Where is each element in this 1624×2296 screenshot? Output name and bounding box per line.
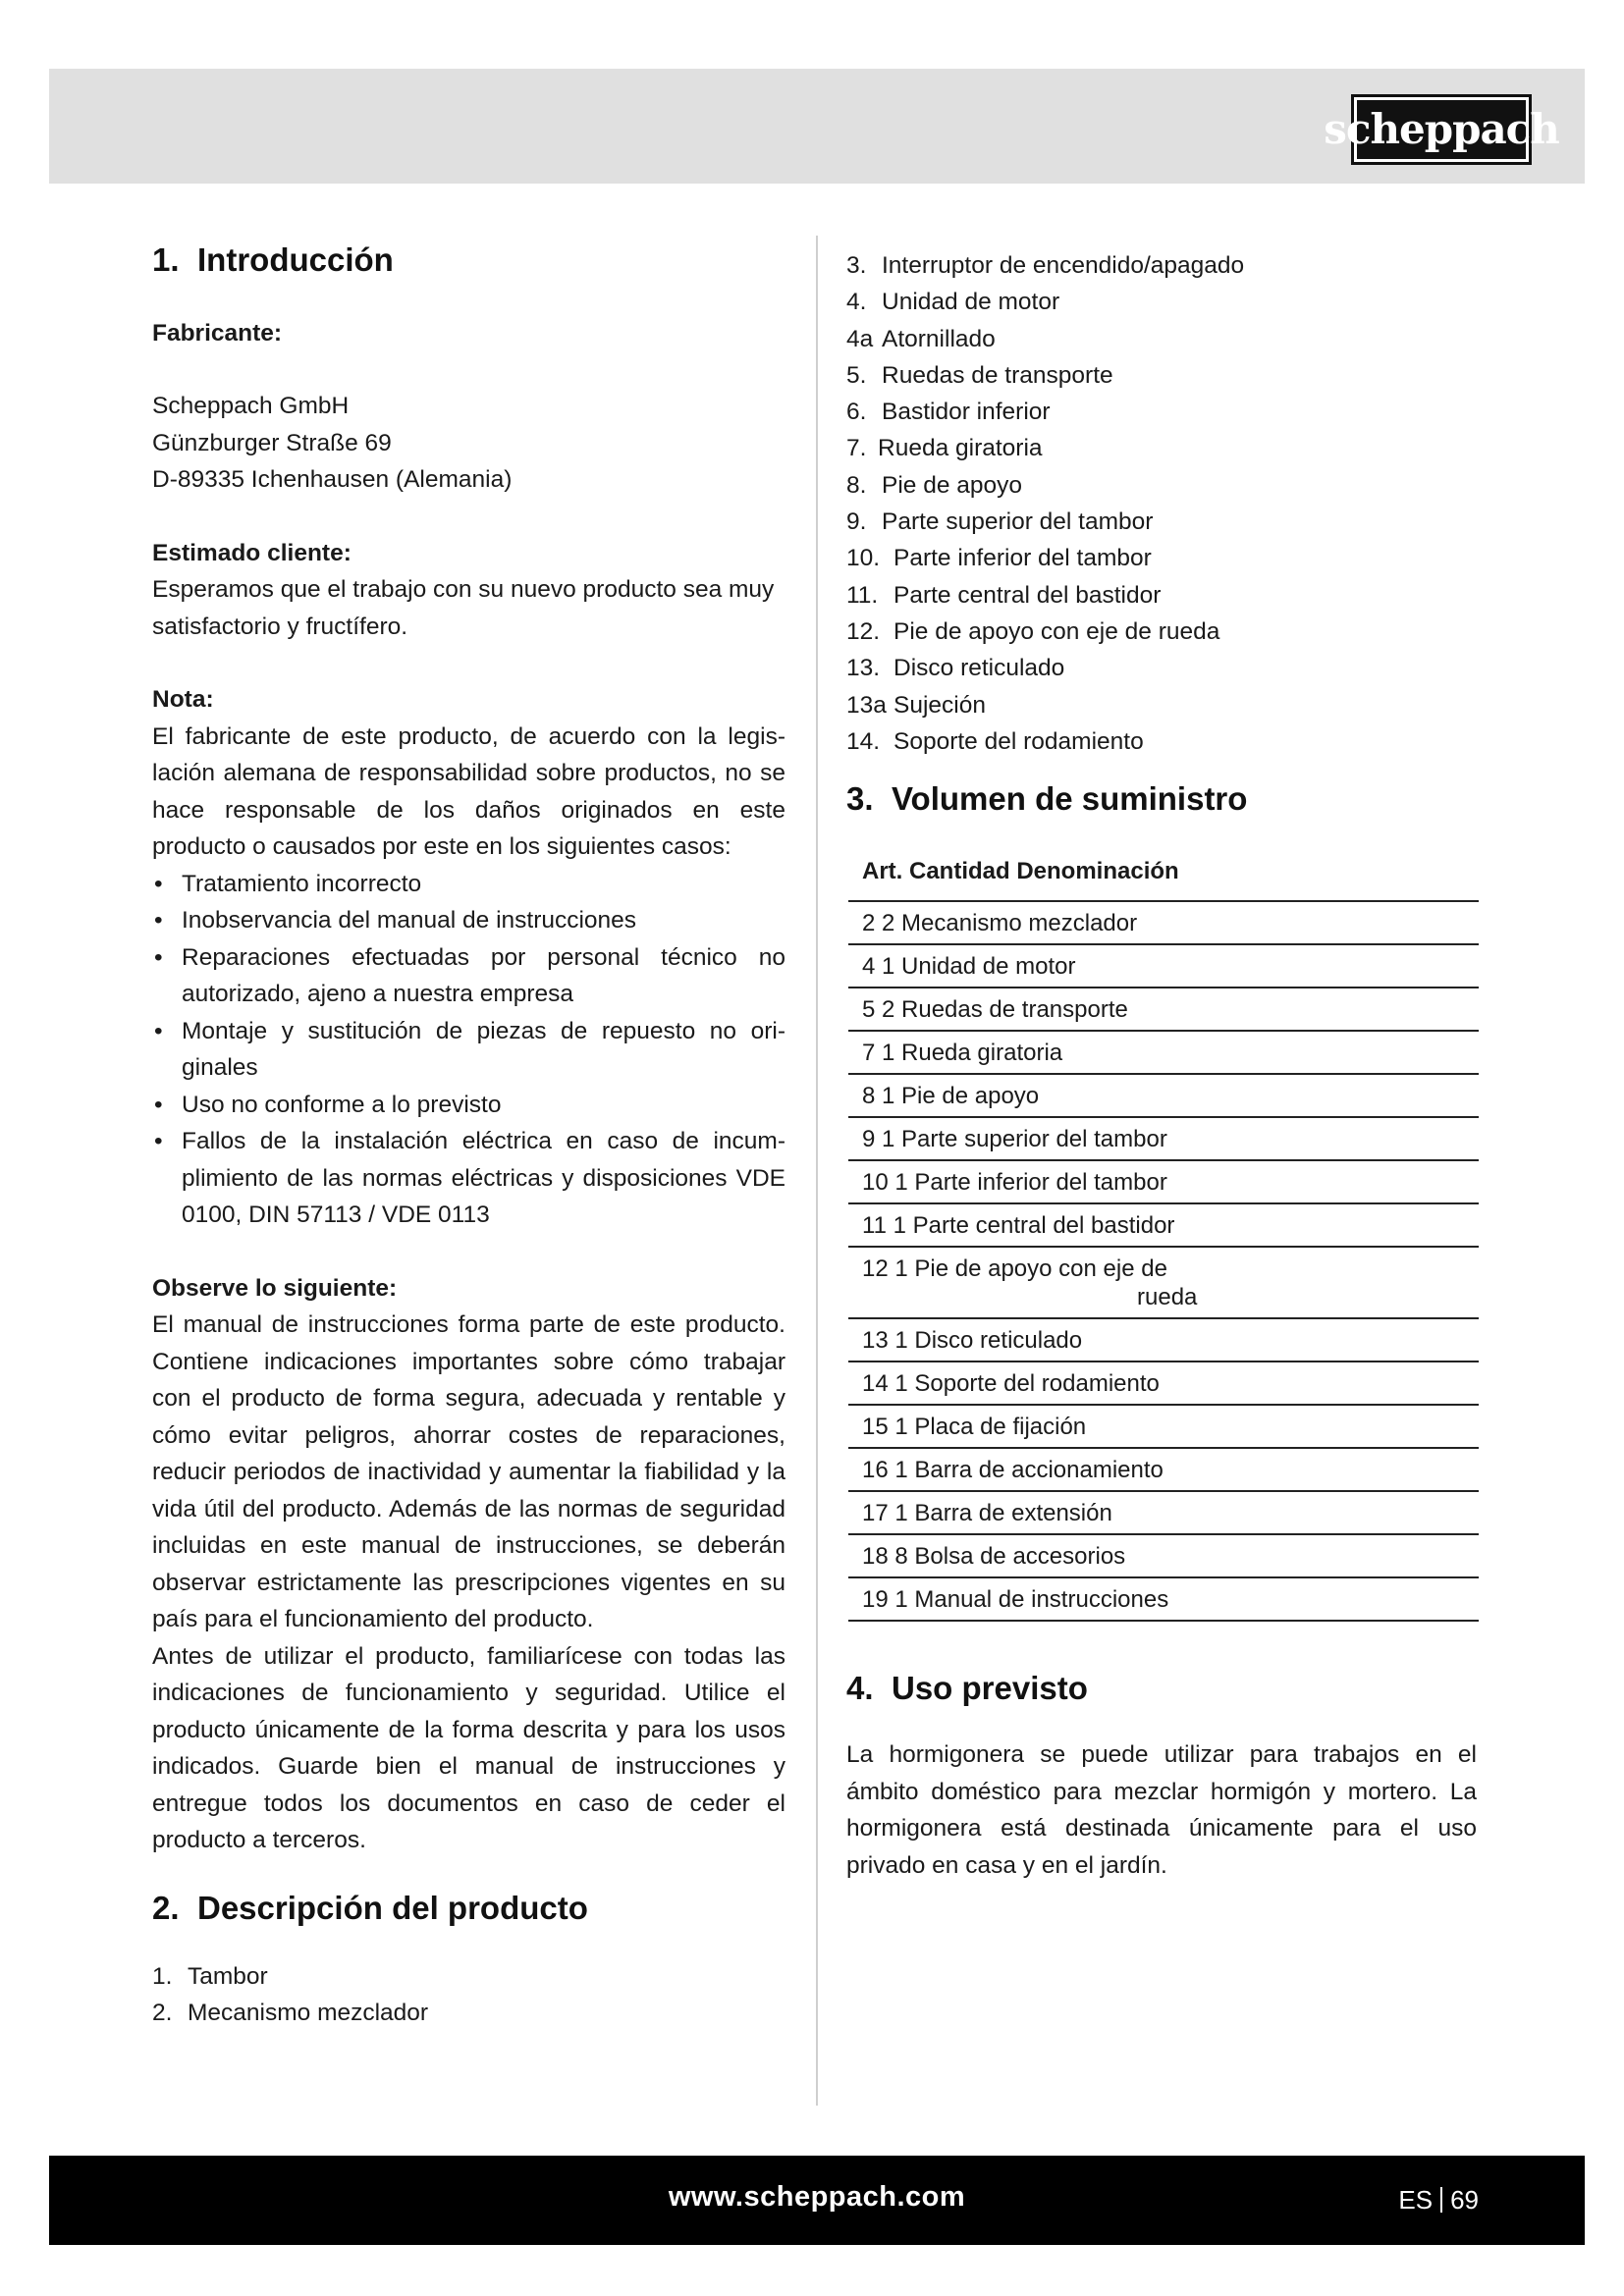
list-item: 5. Ruedas de transporte: [846, 361, 1113, 389]
list-item: 10. Parte inferior del tambor: [846, 545, 1152, 572]
parts-list-continued: [846, 247, 1477, 760]
note-label: Nota:: [152, 686, 214, 714]
table-row: 19 1 Manual de instrucciones: [848, 1578, 1479, 1622]
list-item: 14. Soporte del rodamiento: [846, 727, 1144, 755]
table-row: 14 1 Soporte del rodamiento: [848, 1362, 1479, 1406]
table-row: [848, 1248, 1479, 1319]
table-row: 7 1 Rueda giratoria: [848, 1032, 1479, 1075]
table-header: Art. Cantidad Denominación: [848, 858, 1479, 902]
list-item: • Tratamiento incorrecto: [152, 866, 785, 903]
list-item: 9. Parte superior del tambor: [846, 508, 1154, 536]
intended-use-text: La hormigonera se puede utilizar para trabajos en el ámbito doméstico para mezclar hormigón y mortero. La hormigonera está destinada únicamente para el uso privado en casa y en el jardín.: [846, 1741, 1477, 1879]
observe-text: El manual de instrucciones forma parte de este producto. Contiene indicaciones importantes sobre cómo trabajar con el producto de forma segura, adecuada y rentable y cómo evitar peligros, ahorrar costes de reparaciones, reducir periodos de inactividad y aumentar la fiabilidad y la vida útil del producto. Además de las normas de seguridad incluidas en este manual de instrucciones, se deberán observar estrictamente las prescripciones vigentes en su país para el funcionamiento del producto.: [152, 1311, 785, 1633]
left-column: [152, 236, 785, 2032]
observe-label: Observe lo siguiente:: [152, 1274, 398, 1302]
section-heading-uso-previsto: 4. Uso previsto: [846, 1669, 1088, 1706]
table-row: 4 1 Unidad de motor: [848, 945, 1479, 988]
table-row: 9 1 Parte superior del tambor: [848, 1118, 1479, 1161]
section-heading-volumen: 3. Volumen de suministro: [846, 780, 1248, 818]
list-item: 8. Pie de apoyo: [846, 471, 1023, 499]
page-indicator: [1398, 2185, 1479, 2216]
section-heading-introduccion: 1. Introducción: [152, 241, 394, 278]
website-link[interactable]: www.scheppach.com: [668, 2181, 966, 2213]
observe-text: Antes de utilizar el producto, familiarícese con todas las indicaciones de funcionamiento y seguridad. Utilice el producto únicamente de la forma descrita y para los usos indicados. Guarde bien el manual de instrucciones y entregue todos los documentos en caso de ceder el producto a terceros.: [152, 1642, 785, 1854]
list-item: 3. Interruptor de encendido/apagado: [846, 252, 1245, 279]
list-item: 13. Disco reticulado: [846, 655, 1065, 682]
table-row: 17 1 Barra de extensión: [848, 1492, 1479, 1535]
parts-list: [152, 1958, 785, 2032]
dear-customer-text: Esperamos que el trabajo con su nuevo producto sea muy satisfactorio y fructífero.: [152, 576, 775, 640]
table-cell-text: 12 1 Pie de apoyo con eje de: [862, 1255, 1167, 1282]
address-line: D-89335 Ichenhausen (Alemania): [152, 466, 513, 494]
list-item: • Uso no conforme a lo previsto: [152, 1087, 785, 1124]
separator: [1440, 2187, 1442, 2213]
note-bullet-list: [152, 866, 785, 1234]
table-row: 10 1 Parte inferior del tambor: [848, 1161, 1479, 1204]
note-text: El fabricante de este producto, de acuerdo con la legislación alemana de responsabilidad sobre productos, no se hace responsable de los daños originados en este producto o causados por este en los siguientes casos:: [152, 722, 785, 861]
table-row: 2 2 Mecanismo mezclador: [848, 902, 1479, 945]
list-item: • Fallos de la instalación eléctrica en caso de incumplimiento de las normas eléctricas y disposiciones VDE 0100, DIN 57113 / VDE 0113: [152, 1123, 785, 1234]
table-row: 11 1 Parte central del bastidor: [848, 1204, 1479, 1248]
scheppach-logo: scheppach: [1351, 94, 1532, 165]
page-footer: [49, 2156, 1585, 2245]
manufacturer-label: Fabricante:: [152, 319, 283, 347]
list-item: 7. Rueda giratoria: [846, 435, 1043, 462]
address-line: Günzburger Straße 69: [152, 429, 392, 456]
list-item: • Reparaciones efectuadas por personal técnico no autorizado, ajeno a nuestra empresa: [152, 939, 785, 1013]
table-row: 16 1 Barra de accionamiento: [848, 1449, 1479, 1492]
section-heading-descripcion: 2. Descripción del producto: [152, 1889, 588, 1926]
right-column: [846, 247, 1477, 1884]
manufacturer-address: [152, 388, 785, 499]
table-cell-continuation: rueda: [1137, 1283, 1198, 1310]
page-header: [49, 69, 1585, 184]
list-item: 2. Mecanismo mezclador: [152, 2000, 429, 2027]
list-item: 13a Sujeción: [846, 691, 986, 719]
list-item: • Montaje y sustitución de piezas de repuesto no originales: [152, 1013, 785, 1087]
page-number: 69: [1450, 2185, 1479, 2215]
list-item: 4a Atornillado: [846, 325, 996, 352]
column-divider: [816, 236, 818, 2106]
language-code: ES: [1398, 2185, 1434, 2215]
list-item: 1. Tambor: [152, 1963, 268, 1991]
list-item: 4. Unidad de motor: [846, 289, 1060, 316]
list-item: • Inobservancia del manual de instrucciones: [152, 902, 785, 939]
supply-table: [848, 858, 1479, 1622]
table-row: 13 1 Disco reticulado: [848, 1319, 1479, 1362]
list-item: 6. Bastidor inferior: [846, 399, 1051, 426]
list-item: 11. Parte central del bastidor: [846, 581, 1162, 609]
list-item: 12. Pie de apoyo con eje de rueda: [846, 617, 1220, 645]
table-row: 18 8 Bolsa de accesorios: [848, 1535, 1479, 1578]
table-row: 5 2 Ruedas de transporte: [848, 988, 1479, 1032]
address-line: Scheppach GmbH: [152, 393, 350, 420]
table-row: 15 1 Placa de fijación: [848, 1406, 1479, 1449]
dear-customer-label: Estimado cliente:: [152, 539, 352, 566]
table-row: 8 1 Pie de apoyo: [848, 1075, 1479, 1118]
